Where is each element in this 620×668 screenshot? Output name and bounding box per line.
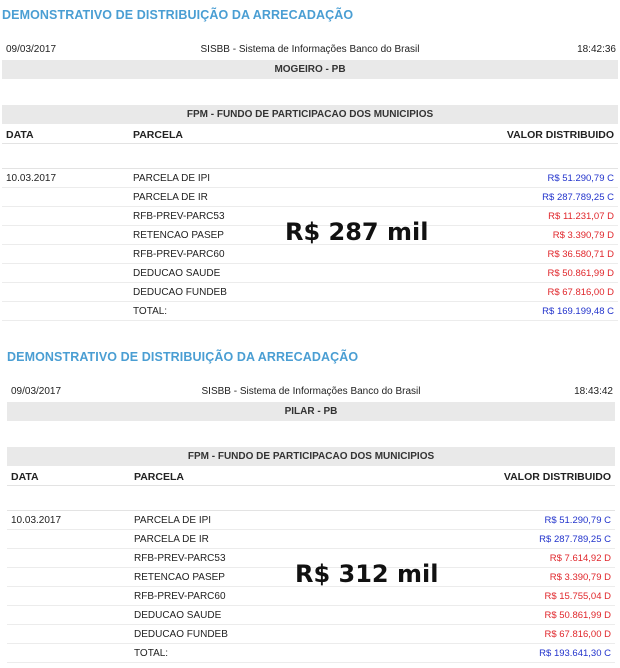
row-parcela: RFB-PREV-PARC60 [134, 591, 226, 602]
row-valor: R$ 287.789,25 C [539, 534, 611, 545]
row-parcela: PARCELA DE IR [134, 534, 209, 545]
row-parcela: TOTAL: [134, 648, 169, 659]
table-header [2, 125, 618, 144]
row-parcela: RETENCAO PASEP [134, 572, 225, 583]
table-row [7, 606, 615, 625]
row-valor: R$ 169.199,48 C [542, 306, 614, 317]
table-row [2, 188, 618, 207]
row-parcela: TOTAL: [133, 306, 168, 317]
row-valor: R$ 51.290,79 C [547, 173, 614, 184]
overlay-amount: R$ 287 mil [285, 218, 429, 246]
row-valor: R$ 50.861,99 D [547, 268, 614, 279]
row-valor: R$ 11.231,07 D [548, 211, 614, 222]
row-parcela: PARCELA DE IR [133, 192, 208, 203]
table-spacer [7, 486, 615, 511]
table-row [2, 283, 618, 302]
row-valor: R$ 50.861,99 D [544, 610, 611, 621]
table-header [7, 467, 615, 486]
system-name: SISBB - Sistema de Informações Banco do Brasil [200, 44, 420, 55]
system-name: SISBB - Sistema de Informações Banco do Brasil [201, 386, 421, 397]
table-row [7, 511, 615, 530]
table-spacer [2, 144, 618, 169]
table-row [7, 644, 615, 663]
table-row [2, 169, 618, 188]
col-parcela: PARCELA [134, 471, 184, 483]
col-date: DATA [6, 129, 34, 141]
distribution-panel-mogeiro [0, 0, 620, 330]
row-valor: R$ 193.641,30 C [539, 648, 611, 659]
row-parcela: PARCELA DE IPI [134, 515, 212, 526]
table-row [7, 530, 615, 549]
row-valor: R$ 7.614,92 D [549, 553, 611, 564]
fund-header: FPM - FUNDO DE PARTICIPACAO DOS MUNICIPIOS [2, 105, 618, 124]
table-row [2, 302, 618, 321]
row-valor: R$ 67.816,00 D [544, 629, 611, 640]
col-valor: VALOR DISTRIBUIDO [506, 129, 614, 141]
report-meta [7, 386, 615, 400]
row-valor: R$ 3.390,79 D [549, 572, 611, 583]
row-date: 10.03.2017 [6, 173, 57, 184]
row-date: 10.03.2017 [11, 515, 62, 526]
table-row [7, 625, 615, 644]
row-valor: R$ 3.390,79 D [552, 230, 614, 241]
panel-title: DEMONSTRATIVO DE DISTRIBUIÇÃO DA ARRECADAÇÃO [2, 8, 354, 22]
col-valor: VALOR DISTRIBUIDO [503, 471, 611, 483]
row-parcela: DEDUCAO FUNDEB [134, 629, 228, 640]
row-valor: R$ 67.816,00 D [547, 287, 614, 298]
col-date: DATA [11, 471, 39, 483]
row-valor: R$ 51.290,79 C [544, 515, 611, 526]
row-parcela: RETENCAO PASEP [133, 230, 224, 241]
city-header: PILAR - PB [7, 402, 615, 421]
row-valor: R$ 287.789,25 C [542, 192, 614, 203]
report-date: 09/03/2017 [11, 386, 62, 397]
row-parcela: RFB-PREV-PARC60 [133, 249, 225, 260]
report-date: 09/03/2017 [6, 44, 57, 55]
report-time: 18:43:42 [574, 386, 613, 397]
col-parcela: PARCELA [133, 129, 183, 141]
report-time: 18:42:36 [577, 44, 616, 55]
row-valor: R$ 15.755,04 D [544, 591, 611, 602]
table-row [2, 245, 618, 264]
table-row [2, 264, 618, 283]
report-meta [2, 44, 618, 58]
table-row [7, 587, 615, 606]
panel-title: DEMONSTRATIVO DE DISTRIBUIÇÃO DA ARRECADAÇÃO [7, 350, 359, 364]
fund-header: FPM - FUNDO DE PARTICIPACAO DOS MUNICIPIOS [7, 447, 615, 466]
city-header: MOGEIRO - PB [2, 60, 618, 79]
distribution-panel-pilar [5, 342, 617, 668]
row-parcela: PARCELA DE IPI [133, 173, 211, 184]
row-parcela: DEDUCAO FUNDEB [133, 287, 227, 298]
row-parcela: RFB-PREV-PARC53 [133, 211, 225, 222]
overlay-amount: R$ 312 mil [295, 560, 439, 588]
row-parcela: RFB-PREV-PARC53 [134, 553, 226, 564]
row-parcela: DEDUCAO SAUDE [133, 268, 221, 279]
row-parcela: DEDUCAO SAUDE [134, 610, 222, 621]
row-valor: R$ 36.580,71 D [547, 249, 614, 260]
